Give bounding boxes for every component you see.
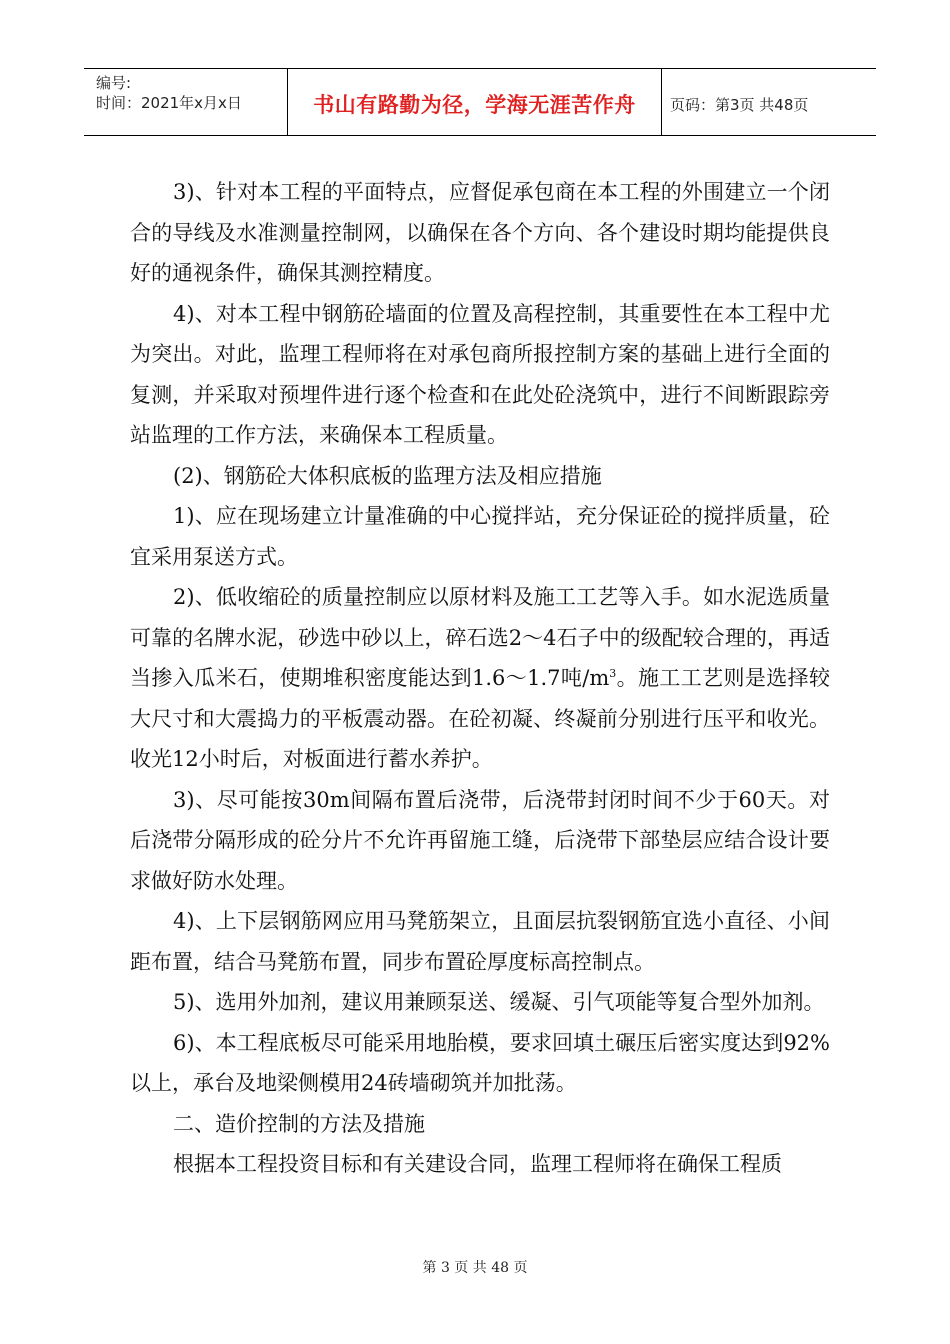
paragraph-text: 2)、低收缩砼的质量控制应以原材料及施工工艺等入手。如水泥选质量可靠的名牌水泥，砂选中砂以上，碎石选2～4石子中的级配较合理的，再适当掺入瓜米石，使期堆积密度能达到1.6～1.7吨/m xyxy=(130,585,830,690)
paragraph: 5)、选用外加剂，建议用兼顾泵送、缓凝、引气项能等复合型外加剂。 xyxy=(173,990,825,1014)
document-body xyxy=(130,172,830,1185)
paragraph: 4)、对本工程中钢筋砼墙面的位置及高程控制，其重要性在本工程中尤为突出。对此，监理工程师将在对承包商所报控制方案的基础上进行全面的复测，并采取对预埋件进行逐个检查和在此处砼浇筑中，进行不间断跟踪旁站监理的工作方法，来确保本工程质量。 xyxy=(130,301,830,447)
paragraph: 3)、针对本工程的平面特点，应督促承包商在本工程的外围建立一个闭合的导线及水准测量控制网，以确保在各个方向、各个建设时期均能提供良好的通视条件，确保其测控精度。 xyxy=(130,180,830,285)
section-heading: (2)、钢筋砼大体积底板的监理方法及相应措施 xyxy=(173,463,602,488)
superscript: 3 xyxy=(609,667,617,680)
paragraph-text: 。施工工艺则是选择较大尺寸和大震捣力的平板震动器。在砼初凝、终凝前分别进行压平和收光。收光12小时后，对板面进行蓄水养护。 xyxy=(130,666,831,771)
paragraph: 1)、应在现场建立计量准确的中心搅拌站，充分保证砼的搅拌质量，砼宜采用泵送方式。 xyxy=(130,504,830,569)
page-footer: 第 3 页 共 48 页 xyxy=(422,1260,528,1276)
paragraph: 根据本工程投资目标和有关建设合同，监理工程师将在确保工程质 xyxy=(173,1152,782,1176)
page-header xyxy=(84,68,876,136)
paragraph xyxy=(130,577,830,780)
time-label: 时间：2021年x月x日 xyxy=(96,94,242,112)
header-meta xyxy=(84,69,288,135)
paragraph: 4)、上下层钢筋网应用马凳筋架立，且面层抗裂钢筋宜选小直径、小间距布置，结合马凳筋布置，同步布置砼厚度标高控制点。 xyxy=(130,909,830,974)
header-page-info: 页码：第3页 共48页 xyxy=(670,95,809,114)
paragraph: 6)、本工程底板尽可能采用地胎模，要求回填土碾压后密实度达到92%以上，承台及地梁侧模用24砖墙砌筑并加批荡。 xyxy=(130,1030,830,1095)
header-motto: 书山有路勤为径，学海无涯苦作舟 xyxy=(288,69,662,135)
paragraph: 3)、尽可能按30m间隔布置后浇带，后浇带封闭时间不少于60天。对后浇带分隔形成的砼分片不允许再留施工缝，后浇带下部垫层应结合设计要求做好防水处理。 xyxy=(130,787,830,893)
section-heading: 二、造价控制的方法及措施 xyxy=(173,1111,425,1136)
number-label: 编号: xyxy=(96,74,132,92)
